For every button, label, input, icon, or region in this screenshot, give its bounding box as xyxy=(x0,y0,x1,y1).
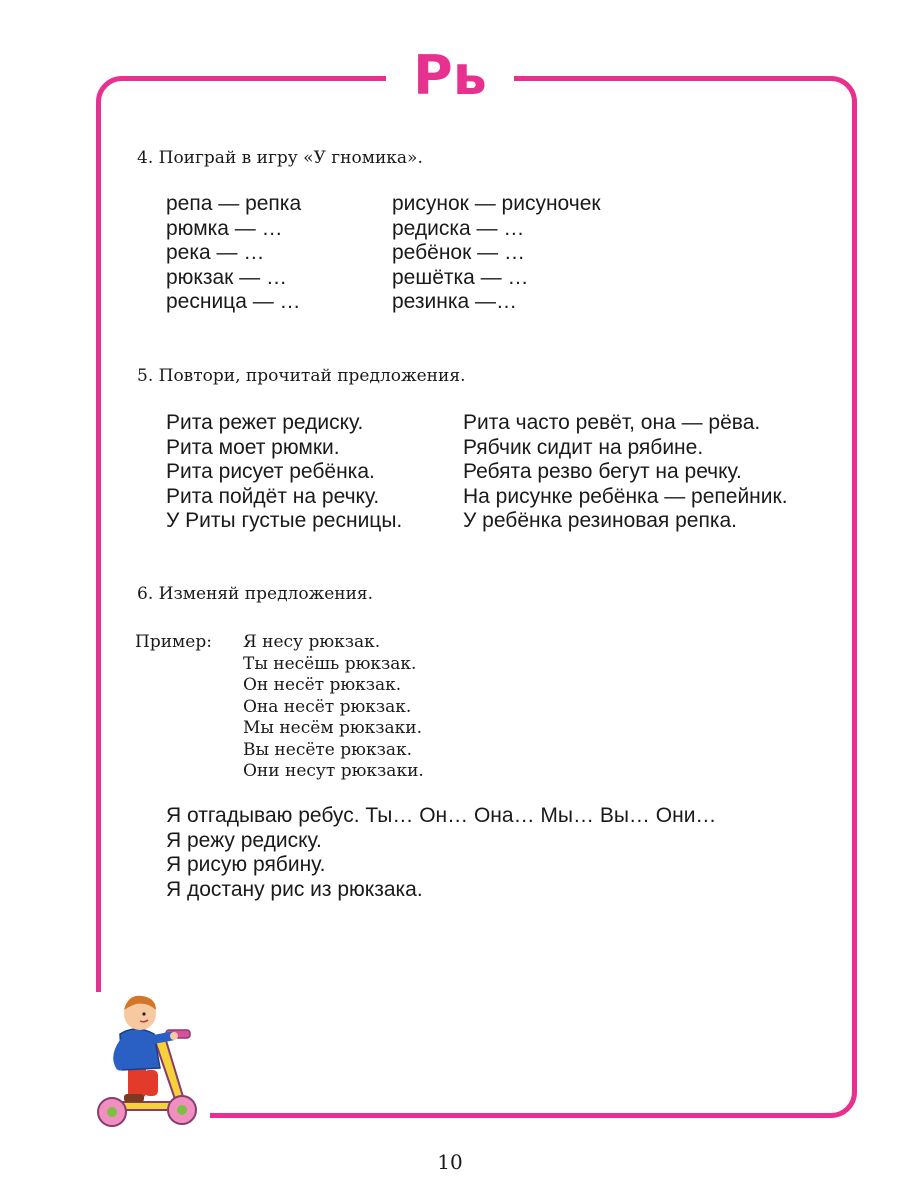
sentence: У ребёнка резиновая репка. xyxy=(463,509,737,532)
sentence: Рита пойдёт на речку. xyxy=(166,484,380,508)
task-line: Я отгадываю ребус. Ты… Он… Она… Мы… Вы… Они… xyxy=(166,804,717,827)
exercise-5-left-column xyxy=(166,411,402,534)
sentence: Ребята резво бегут на речку. xyxy=(463,460,742,483)
sentence: Рита моет рюмки. xyxy=(166,435,340,459)
example-line: Я несу рюкзак. xyxy=(243,632,381,652)
list-item: рюмка — … xyxy=(166,216,283,240)
page-title: Рь xyxy=(413,44,487,107)
task-line: Я рисую рябину. xyxy=(166,853,326,876)
sentence: Рита режет редиску. xyxy=(166,411,364,434)
exercise-5-right-column xyxy=(463,411,788,534)
sentence: Рябчик сидит на рябине. xyxy=(463,435,704,459)
example-label: Пример: xyxy=(135,632,212,652)
sentence: На рисунке ребёнка — репейник. xyxy=(463,484,788,508)
boy-on-scooter-illustration xyxy=(84,990,202,1130)
example-line: Он несёт рюкзак. xyxy=(243,675,402,695)
example-line: Вы несёте рюкзак. xyxy=(243,739,413,760)
example-line: Мы несём рюкзаки. xyxy=(243,718,423,738)
sentence: Рита часто ревёт, она — рёва. xyxy=(463,411,761,434)
page-number: 10 xyxy=(437,1150,463,1174)
list-item: резинка —… xyxy=(392,290,518,313)
list-item: редиска — … xyxy=(392,216,525,240)
exercise-6-tasks xyxy=(166,804,716,902)
example-line: Они несут рюкзаки. xyxy=(243,761,424,781)
list-item: решётка — … xyxy=(392,265,529,289)
task-line: Я режу редиску. xyxy=(166,828,322,852)
list-item: ребёнок — … xyxy=(392,241,525,264)
exercise-4-heading: 4. Поиграй в игру «У гномика». xyxy=(137,148,423,168)
example-line: Ты несёшь рюкзак. xyxy=(243,653,417,674)
sentence: Рита рисует ребёнка. xyxy=(166,460,375,483)
exercise-5-heading: 5. Повтори, прочитай предложения. xyxy=(137,366,466,386)
example-line: Она несёт рюкзак. xyxy=(243,696,412,717)
list-item: рюкзак — … xyxy=(166,265,288,289)
task-line: Я достану рис из рюкзака. xyxy=(166,877,423,901)
list-item: рисунок — рисуночек xyxy=(392,192,601,215)
exercise-4-right-column xyxy=(392,192,601,315)
exercise-6-heading: 6. Изменяй предложения. xyxy=(137,584,374,604)
list-item: ресница — … xyxy=(166,290,301,313)
sentence: У Риты густые ресницы. xyxy=(166,509,403,532)
exercise-4-left-column xyxy=(166,192,301,315)
list-item: река — … xyxy=(166,241,265,264)
list-item: репа — репка xyxy=(166,192,302,215)
example-list xyxy=(243,632,424,783)
